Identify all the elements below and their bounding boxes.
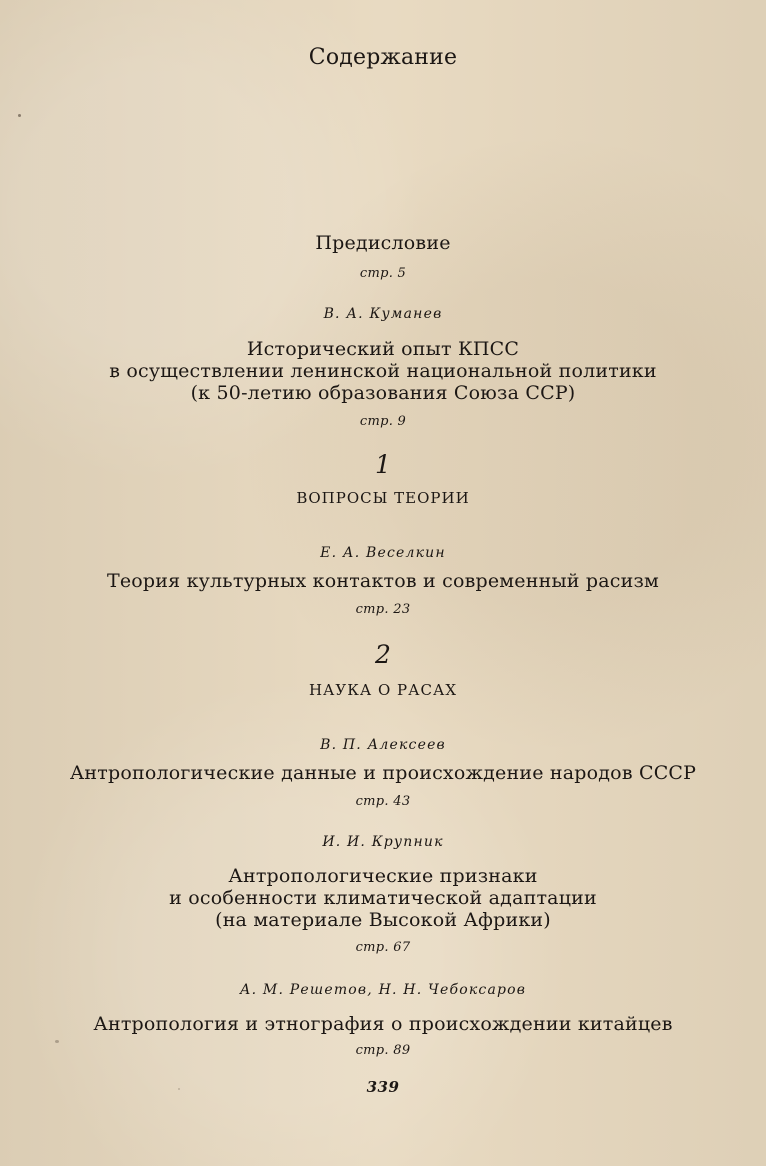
entry-page: стр. 43 [355, 794, 411, 809]
page-title: Содержание [308, 45, 458, 70]
entry-title-line: Антропологические признаки [228, 865, 538, 887]
entry-title: Теория культурных контактов и современный расизм [106, 570, 660, 592]
entry-title: Антропологические данные и происхождение народов СССР [69, 762, 697, 784]
section-number: 1 [375, 450, 391, 479]
entry-page: стр. 23 [355, 602, 411, 617]
preface-title: Предисловие [315, 232, 451, 254]
scan-speck [178, 1088, 180, 1090]
entry-author: А. М. Решетов, Н. Н. Чебоксаров [239, 982, 527, 998]
entry-page: стр. 9 [359, 414, 407, 429]
entry-author: Е. А. Веселкин [320, 545, 446, 561]
scan-speck [18, 114, 21, 117]
entry-title-line: (на материале Высокой Африки) [215, 909, 551, 931]
entry-title-line: (к 50-летию образования Союза ССР) [190, 382, 576, 404]
entry-title-line: Исторический опыт КПСС [246, 338, 520, 360]
section-title: НАУКА О РАСАХ [308, 681, 458, 699]
scan-speck [113, 376, 115, 378]
preface-page: стр. 5 [359, 266, 407, 281]
entry-author: И. И. Крупник [322, 834, 444, 850]
entry-author: В. А. Куманев [323, 306, 443, 322]
page-number: 339 [366, 1078, 400, 1096]
entry-title-line: в осуществлении ленинской национальной политики [109, 360, 657, 382]
section-number: 2 [375, 640, 391, 669]
entry-page: стр. 67 [355, 940, 411, 955]
section-title: ВОПРОСЫ ТЕОРИИ [296, 489, 470, 507]
entry-title: Антропология и этнография о происхождении китайцев [93, 1013, 673, 1035]
entry-author: В. П. Алексеев [320, 737, 446, 753]
entry-page: стр. 89 [355, 1043, 411, 1058]
entry-title-line: и особенности климатической адаптации [169, 887, 597, 909]
scan-speck [55, 1040, 59, 1043]
